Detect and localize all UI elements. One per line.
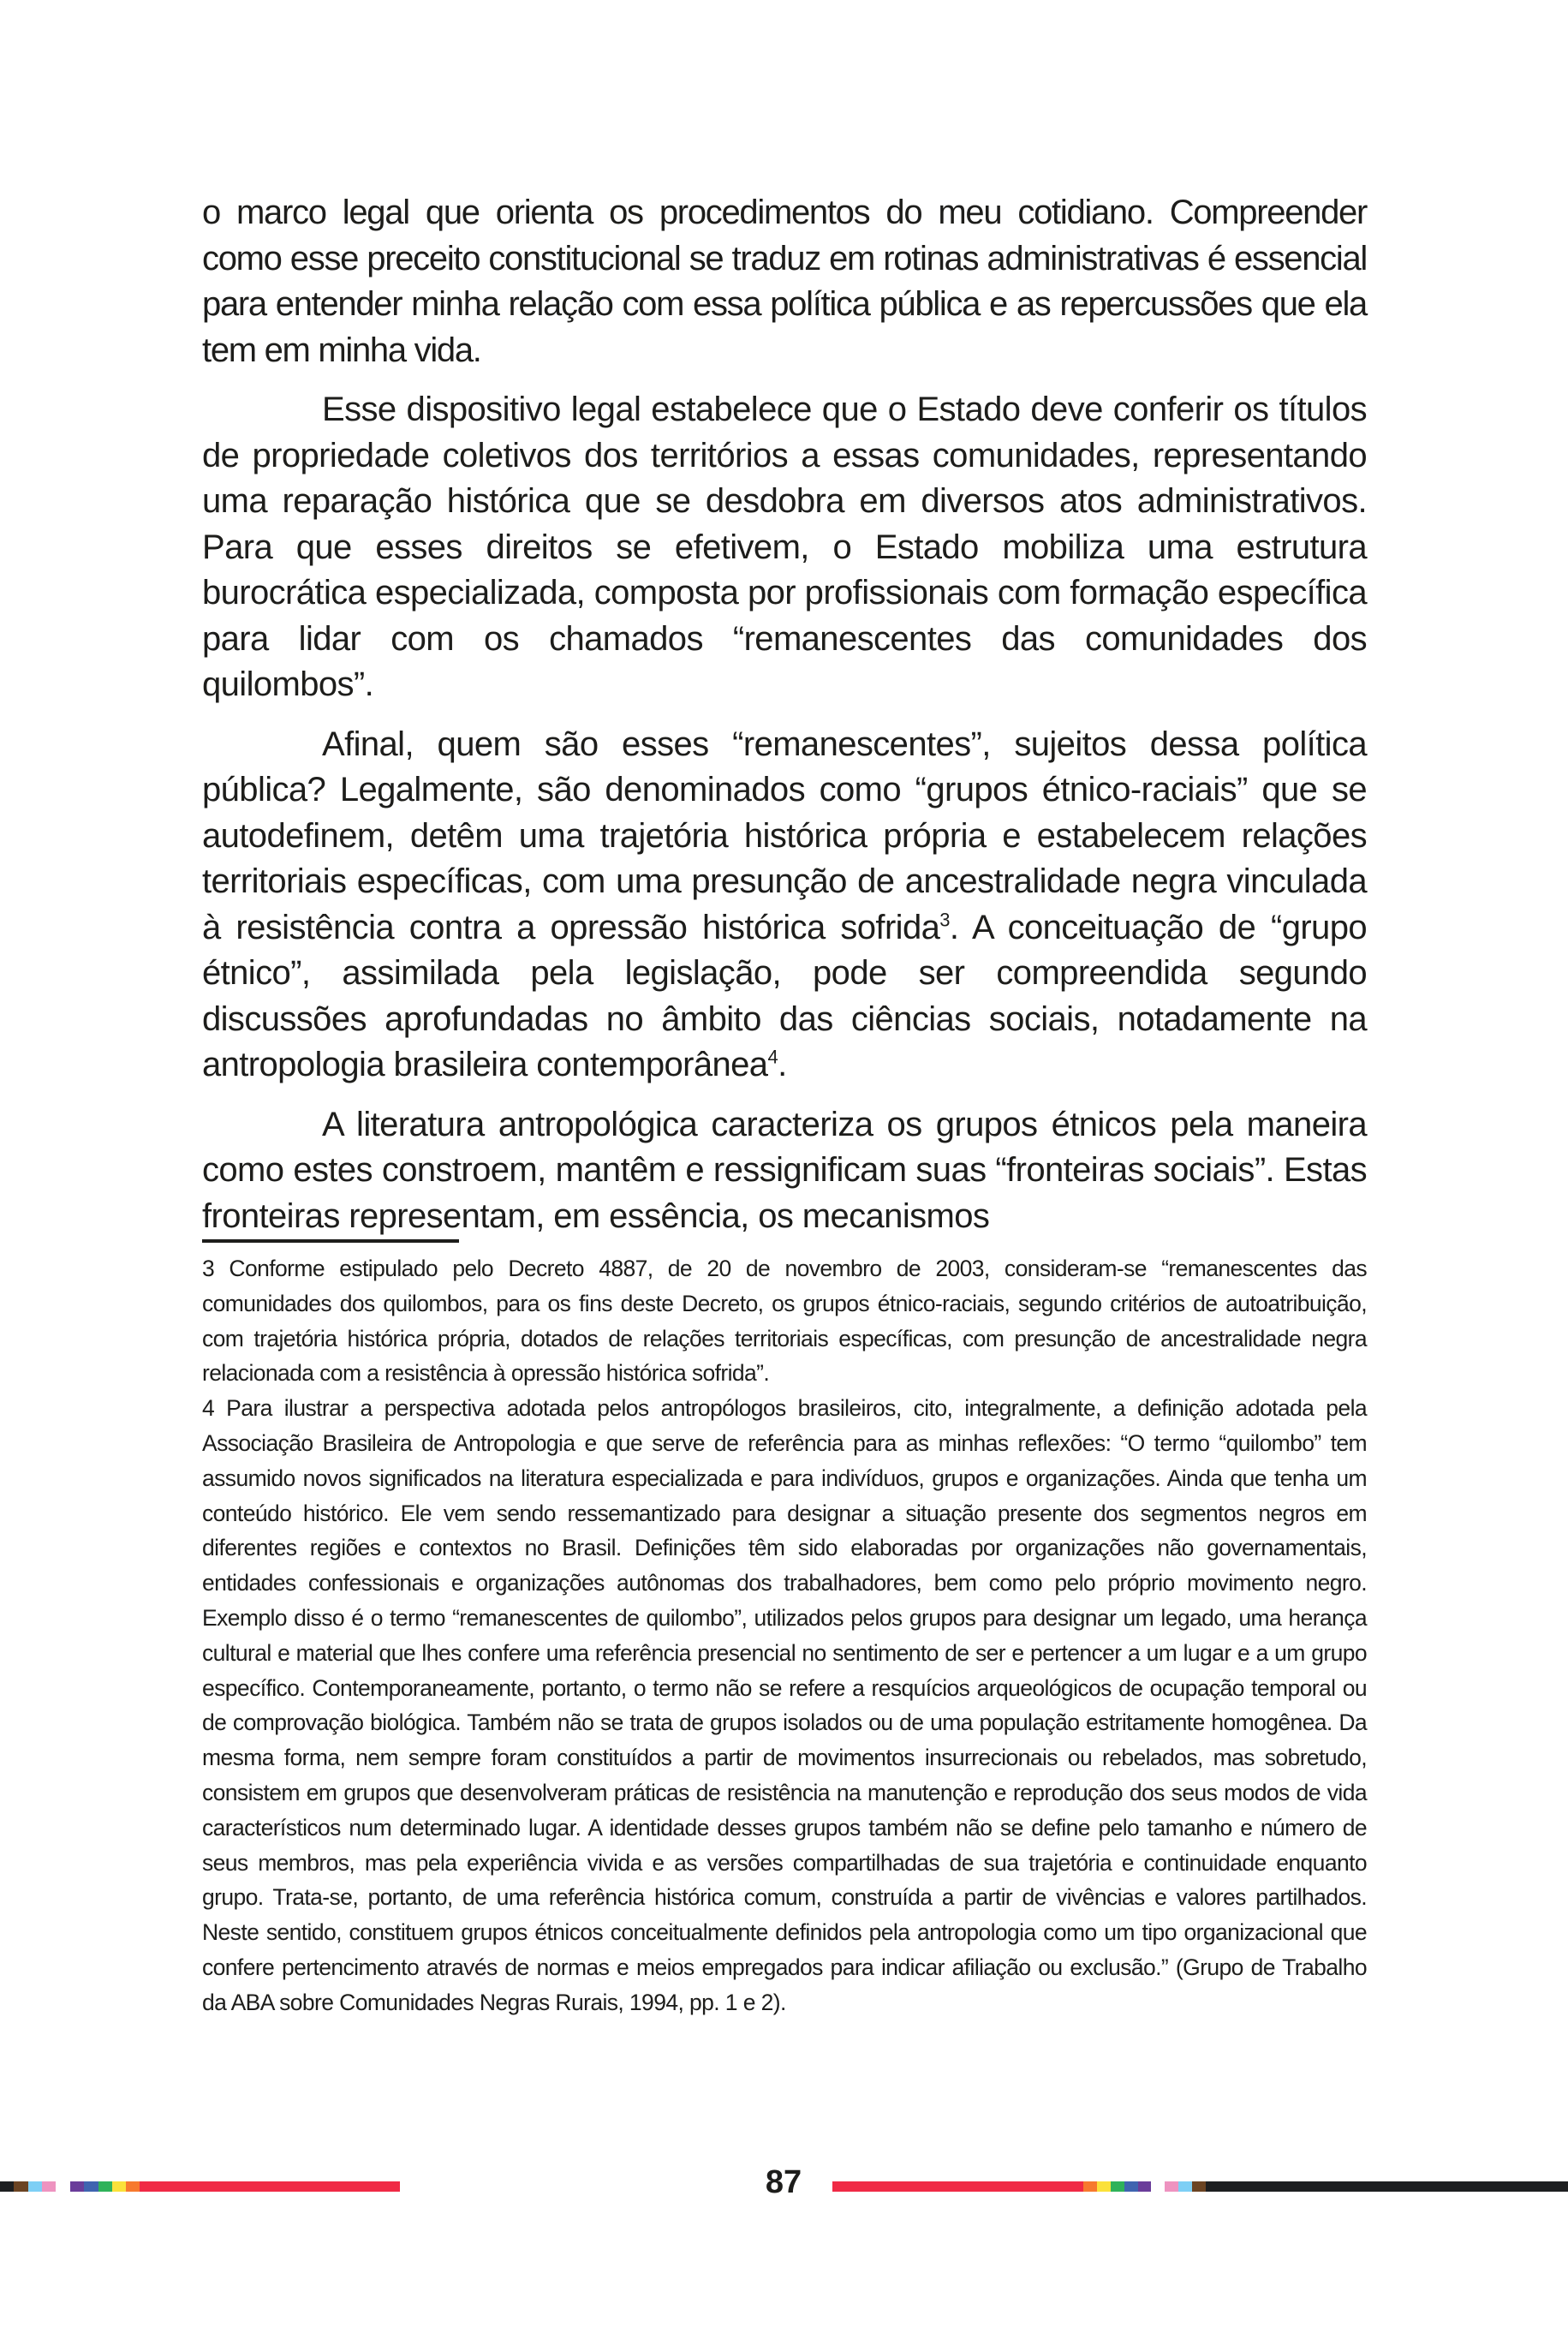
stripe-black-left xyxy=(0,2181,14,2192)
body-paragraph-3 xyxy=(202,722,1367,1089)
footnote-separator xyxy=(202,1239,459,1243)
footnotes xyxy=(202,1251,1367,2020)
stripe-yellow-left xyxy=(112,2181,126,2192)
footnote-4: 4 Para ilustrar a perspectiva adotada pelos antropólogos brasileiros, cito, integralmente, a definição adotada pela Associação Brasileira de Antropologia e que serve de referência para as minhas reflexões: “O termo “quilombo” tem assumido novos significados na literatura especializada e para indivíduos, grupos e organizações. Ainda que tenha um conteúdo histórico. Ele vem sendo ressemantizado para designar a situação presente dos segmentos negros em diferentes regiões e contextos no Brasil. Definições têm sido elaboradas por organizações não governamentais, entidades confessionais e organizações autônomas dos trabalhadores, bem como pelo próprio movimento negro. Exemplo disso é o termo “remanescentes de quilombo”, utilizados pelos grupos para designar um legado, uma herança cultural e material que lhes confere uma referência presencial no sentimento de ser e pertencer a um lugar e a um grupo específico. Contemporaneamente, portanto, o termo não se refere a resquícios arqueológicos de ocupação temporal ou de comprovação biológica. Também não se trata de grupos isolados ou de uma população estritamente homogênea. Da mesma forma, nem sempre foram constituídos a partir de movimentos insurrecionais ou rebelados, mas sobretudo, consistem em grupos que desenvolveram práticas de resistência na manutenção e reprodução dos seus modos de vida característicos num determinado lugar. A identidade desses grupos também não se define pelo tamanho e número de seus membros, mas pela experiência vivida e as versões compartilhadas de sua trajetória e continuidade enquanto grupo. Trata-se, portanto, de uma referência histórica comum, construída a partir de vivências e valores partilhados. Neste sentido, constituem grupos étnicos conceitualmente definidos pela antropologia como um tipo organizacional que confere pertencimento através de normas e meios empregados para indicar afiliação ou exclusão.” (Grupo de Trabalho da ABA sobre Comunidades Negras Rurais, 1994, pp. 1 e 2). xyxy=(202,1395,1367,2015)
stripe-orange-left xyxy=(126,2181,140,2192)
stripe-brown-left xyxy=(14,2181,28,2192)
footnote-ref-4[interactable]: 4 xyxy=(767,1046,778,1068)
stripe-green-right xyxy=(1111,2181,1124,2192)
stripe-purple-left xyxy=(70,2181,84,2192)
stripe-lightblue-right xyxy=(1178,2181,1192,2192)
stripe-purple-right xyxy=(1138,2181,1151,2192)
stripe-blue-left xyxy=(84,2181,98,2192)
stripe-green-left xyxy=(98,2181,112,2192)
paragraph-3-text-b: . A conceituação de “grupo étnico”, assimilada pela legislação, pode ser compreendida segundo discussões aprofundadas no âmbito das ciências sociais, notadamente na antropologia brasileira contemporânea xyxy=(202,908,1367,1083)
stripe-blue-right xyxy=(1124,2181,1138,2192)
page-number: 87 xyxy=(765,2164,802,2200)
footnote-ref-3[interactable]: 3 xyxy=(939,909,950,931)
stripe-yellow-right xyxy=(1097,2181,1111,2192)
paragraph-3-text-c: . xyxy=(778,1046,787,1083)
stripe-red-left xyxy=(140,2181,400,2192)
footnote-3: 3 Conforme estipulado pelo Decreto 4887, de 20 de novembro de 2003, consideram-se “remanescentes das comunidades dos quilombos, para os fins deste Decreto, os grupos étnico-raciais, segundo critérios de autoatribuição, com trajetória histórica própria, dotados de relações territoriais específicas, com presunção de ancestralidade negra relacionada com a resistência à opressão histórica sofrida”. xyxy=(202,1256,1367,1387)
paragraph-3-text-a: Afinal, quem são esses “remanescentes”, sujeitos dessa política pública? Legalmente, são denominados como “grupos étnico-raciais” que se autodefinem, detêm uma trajetória histórica própria e estabelecem relações territoriais específicas, com uma presunção de ancestralidade negra vinculada à resistência contra a opressão histórica sofrida xyxy=(202,725,1367,946)
stripe-lightblue-left xyxy=(28,2181,42,2192)
body-paragraph-2: Esse dispositivo legal estabelece que o Estado deve conferir os títulos de propriedade coletivos dos territórios a essas comunidades, representando uma reparação histórica que se desdobra em diversos atos administrativos. Para que esses direitos se efetivem, o Estado mobiliza uma estrutura burocrática especializada, composta por profissionais com formação específica para lidar com os chamados “remanescentes das comunidades dos quilombos”. xyxy=(202,391,1367,703)
body-paragraph-1: o marco legal que orienta os procedimentos do meu cotidiano. Compreender como esse preceito constitucional se traduz em rotinas administrativas é essencial para entender minha relação com essa política pública e as repercussões que ela tem em minha vida. xyxy=(202,194,1367,369)
stripe-pink-left xyxy=(42,2181,56,2192)
page-content xyxy=(202,190,1367,2020)
body-paragraph-4: A literatura antropológica caracteriza os grupos étnicos pela maneira como estes constroem, mantêm e ressignificam suas “fronteiras sociais”. Estas fronteiras representam, em essência, os mecanismos xyxy=(202,1105,1367,1235)
stripe-red-right xyxy=(832,2181,1083,2192)
stripe-orange-right xyxy=(1083,2181,1097,2192)
stripe-pink-right xyxy=(1165,2181,1178,2192)
stripe-brown-right xyxy=(1192,2181,1206,2192)
stripe-black-right xyxy=(1206,2181,1568,2192)
